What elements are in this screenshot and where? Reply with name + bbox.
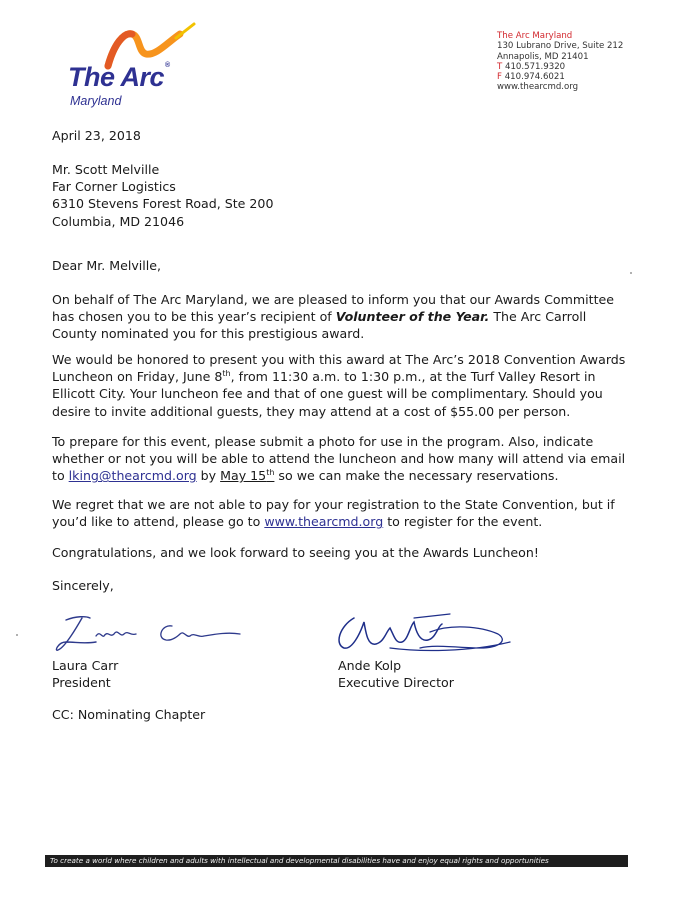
signer-2 (338, 657, 454, 691)
deadline: May 15th (220, 468, 275, 484)
salutation: Dear Mr. Melville, (52, 258, 162, 273)
org-name: The Arc Maryland (497, 31, 573, 41)
recipient-name: Mr. Scott Melville (52, 162, 160, 177)
footer-tagline: To create a world where children and adults with intellectual and developmental disabilities have and enjoy equal rights and opportunities (45, 855, 628, 867)
recipient-address (52, 161, 273, 230)
closing: Sincerely, (52, 578, 114, 593)
signer-1-name: Laura Carr (52, 658, 119, 673)
recipient-company: Far Corner Logistics (52, 179, 176, 195)
paragraph-2: We would be honored to present you with this award at The Arc’s 2018 Convention Awards Luncheon on Friday, June 8th, from 11:30 a.m. to 1:30 p.m., at the Turf Valley Resort in Ellicott City. Your luncheon fee and that of one guest will be complimentary. Should you desire to invite additional guests, they may attend at a cost of $55.00 per person. (52, 352, 626, 419)
website-link[interactable]: www.thearcmd.org (264, 514, 384, 530)
cc-line: CC: Nominating Chapter (52, 707, 206, 722)
logo-wordmark: The Arc® (68, 62, 170, 92)
paragraph-5: Congratulations, and we look forward to seeing you at the Awards Luncheon! (52, 545, 539, 560)
org-phone: T 410.571.9320 (497, 61, 566, 72)
org-fax: F 410.974.6021 (497, 72, 565, 83)
arc-logo (62, 22, 212, 112)
org-street: 130 Lubrano Drive, Suite 212 (497, 41, 624, 52)
signer-2-title: Executive Director (338, 675, 454, 691)
signature-laura-carr (52, 612, 252, 658)
signer-1-title: President (52, 675, 111, 691)
letter-date: April 23, 2018 (52, 128, 141, 143)
paragraph-4: We regret that we are not able to pay for your registration to the State Convention, but if you’d like to attend, please go to www.thearcmd.org to register for the event. (52, 497, 615, 530)
logo-state: Maryland (70, 94, 122, 108)
recipient-city: Columbia, MD 21046 (52, 213, 185, 229)
org-address (497, 31, 623, 93)
signature-ande-kolp (330, 604, 520, 660)
award-name: Volunteer of the Year. (335, 309, 490, 325)
signer-1 (52, 657, 118, 691)
signer-2-name: Ande Kolp (338, 658, 402, 673)
email-link[interactable]: lking@thearcmd.org (68, 468, 197, 484)
scan-speck (630, 272, 632, 274)
recipient-street: 6310 Stevens Forest Road, Ste 200 (52, 196, 274, 212)
org-city: Annapolis, MD 21401 (497, 51, 589, 62)
paragraph-3: To prepare for this event, please submit a photo for use in the program. Also, indicate whether or not you will be able to attend the luncheon and how many will attend via email to lking@thearcmd.org by May 15th so we can make the necessary reservations. (52, 434, 626, 484)
scan-speck (16, 634, 18, 636)
paragraph-1: On behalf of The Arc Maryland, we are pleased to inform you that our Awards Committee has chosen you to be this year’s recipient of Volunteer of the Year. The Arc Carroll County nominated you for this prestigious award. (52, 292, 615, 342)
org-website: www.thearcmd.org (497, 82, 579, 93)
